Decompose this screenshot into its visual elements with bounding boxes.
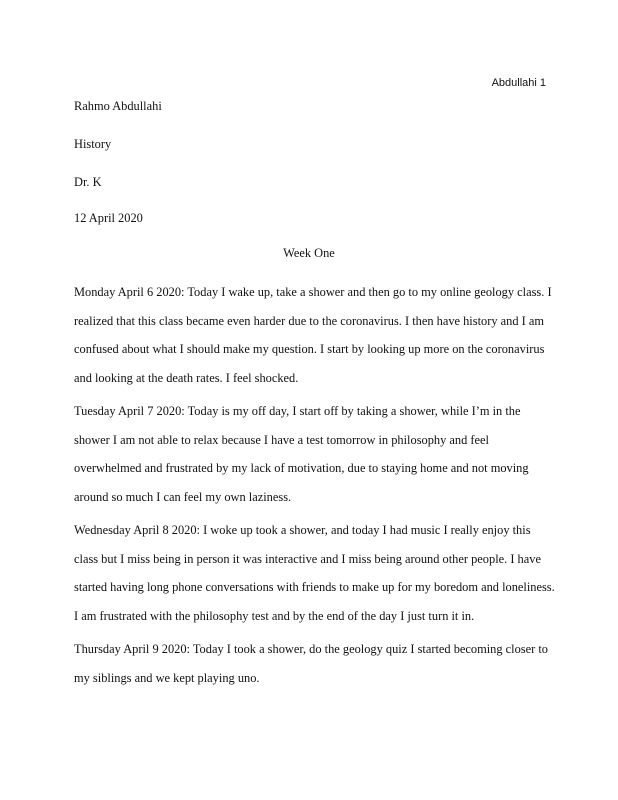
entry-line: overwhelmed and frustrated by my lack of motivation, due to staying home and not moving [74,461,529,475]
entry-line: class but I miss being in person it was interactive and I miss being around other people. I have [74,551,541,566]
document-date: 12 April 2020 [74,211,143,225]
document-title: Week One [283,246,335,260]
entry-line: realized that this class became even harder due to the coronavirus. I then have history and I am [74,313,544,328]
journal-entry-wednesday [74,516,554,630]
running-header: Abdullahi 1 [491,77,546,89]
entry-line: Monday April 6 2020: Today I wake up, take a shower and then go to my online geology class. I [74,285,552,299]
entry-line: and looking at the death rates. I feel shocked. [74,370,299,385]
entry-line: around so much I can feel my own laziness. [74,489,292,504]
journal-entry-thursday [74,635,554,692]
entry-line: Thursday April 9 2020: Today I took a shower, do the geology quiz I started becoming closer to [74,642,548,656]
journal-entry-monday [74,278,554,392]
entry-line: Wednesday April 8 2020: I woke up took a shower, and today I had music I really enjoy this [74,523,531,537]
entry-line: Tuesday April 7 2020: Today is my off day, I start off by taking a shower, while I’m in the [74,404,521,418]
journal-entries [74,278,554,697]
author-name: Rahmo Abdullahi [74,99,162,113]
entry-line: started having long phone conversations with friends to make up for my boredom and loneliness. [74,580,555,594]
course-name: History [74,137,112,151]
journal-entry-tuesday [74,397,554,511]
entry-line: shower I am not able to relax because I have a test tomorrow in philosophy and feel [74,432,489,447]
entry-line: I am frustrated with the philosophy test and by the end of the day I just turn it in. [74,608,475,623]
entry-line: confused about what I should make my question. I start by looking up more on the coronavirus [74,342,545,356]
entry-line: my siblings and we kept playing uno. [74,670,260,685]
instructor-name: Dr. K [74,175,102,189]
